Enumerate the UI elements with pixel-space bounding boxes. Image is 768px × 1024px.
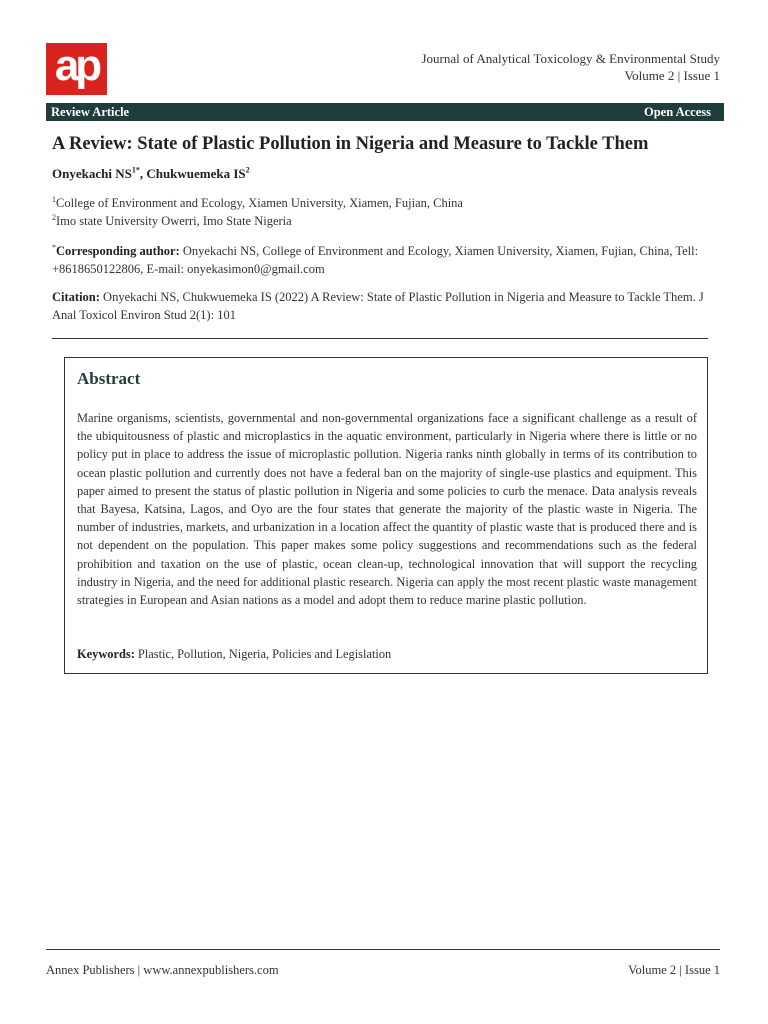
journal-header bbox=[421, 50, 720, 84]
divider bbox=[52, 338, 708, 339]
citation-text: Onyekachi NS, Chukwuemeka IS (2022) A Review: State of Plastic Pollution in Nigeria and Measure to Tackle Them. J Anal Toxicol Environ Stud 2(1): 101 bbox=[52, 290, 704, 322]
open-access-label: Open Access bbox=[643, 105, 711, 119]
logo-text: ap bbox=[54, 41, 99, 90]
journal-volume-issue: Volume 2 | Issue 1 bbox=[624, 68, 720, 83]
affiliation bbox=[52, 196, 463, 211]
author-name: Onyekachi NS bbox=[52, 166, 132, 181]
author-affiliation-mark: 1* bbox=[131, 165, 140, 175]
affiliation-number: 1 bbox=[52, 194, 56, 204]
article-title: A Review: State of Plastic Pollution in Nigeria and Measure to Tackle Them bbox=[52, 134, 649, 154]
publisher-logo bbox=[46, 43, 107, 95]
affiliation-number: 2 bbox=[52, 212, 56, 222]
article-banner bbox=[46, 103, 724, 121]
footer-divider bbox=[46, 949, 720, 950]
corresponding-label: Corresponding author: bbox=[56, 244, 180, 258]
citation bbox=[52, 288, 722, 324]
abstract-text: Marine organisms, scientists, governmental and non-governmental organizations face a significant challenge as a result of the ubiquitousness of plastic and microplastics in the aquatic environment, particularly in Nigeria where there is little or no policy put in place to address the issue of microplastic pollution. Nigeria ranks ninth globally in terms of its contribution to ocean plastic pollution and currently does not have a federal ban on the majority of single-use plastics and equipment. This paper aimed to present the status of plastic pollution in Nigeria and some policies to curb the menace. Data analysis reveals that Bayesa, Katsina, Lagos, and Oyo are the four states that generate the majority of the plastic waste in Nigeria. The number of industries, markets, and urbanization in a location affect the quantity of plastic waste that is produced there and is not dependent on the population. This paper makes some policy suggestions and recommendations such as the federal prohibition and taxation on the use of plastic, ocean clean-up, technological innovation that will support the recycling industry in Nigeria, and the need for additional plastic research. Nigeria can apply the most recent plastic waste management strategies in European and Asian nations as a model and adopt them to reduce marine plastic pollution. bbox=[77, 411, 697, 608]
author-separator: , bbox=[139, 166, 147, 181]
affiliation-text: Imo state University Owerri, Imo State Nigeria bbox=[56, 214, 292, 228]
author-name: Chukwuemeka IS bbox=[146, 166, 246, 181]
affiliation bbox=[52, 214, 292, 229]
keywords-text: Plastic, Pollution, Nigeria, Policies and Legislation bbox=[134, 647, 392, 661]
abstract-box bbox=[64, 357, 708, 674]
citation-label: Citation: bbox=[52, 290, 100, 304]
corresponding-author bbox=[52, 242, 722, 278]
author-affiliation-mark: 2 bbox=[245, 165, 250, 175]
footer-volume-issue: Volume 2 | Issue 1 bbox=[628, 963, 720, 977]
keywords-label: Keywords: bbox=[77, 647, 135, 661]
corresponding-mark: * bbox=[52, 242, 56, 252]
author-list bbox=[52, 166, 250, 182]
abstract-heading: Abstract bbox=[77, 369, 141, 388]
footer-publisher: Annex Publishers | www.annexpublishers.com bbox=[46, 963, 279, 977]
keywords bbox=[77, 647, 391, 662]
corresponding-text: Onyekachi NS, College of Environment and Ecology, Xiamen University, Xiamen, Fujian, China, Tell: +8618650122806, E-mail: onyekasimon0@gmail.com bbox=[52, 244, 699, 276]
journal-name: Journal of Analytical Toxicology & Environmental Study bbox=[421, 51, 720, 66]
affiliation-text: College of Environment and Ecology, Xiamen University, Xiamen, Fujian, China bbox=[56, 196, 463, 210]
article-type-label: Review Article bbox=[51, 105, 130, 119]
